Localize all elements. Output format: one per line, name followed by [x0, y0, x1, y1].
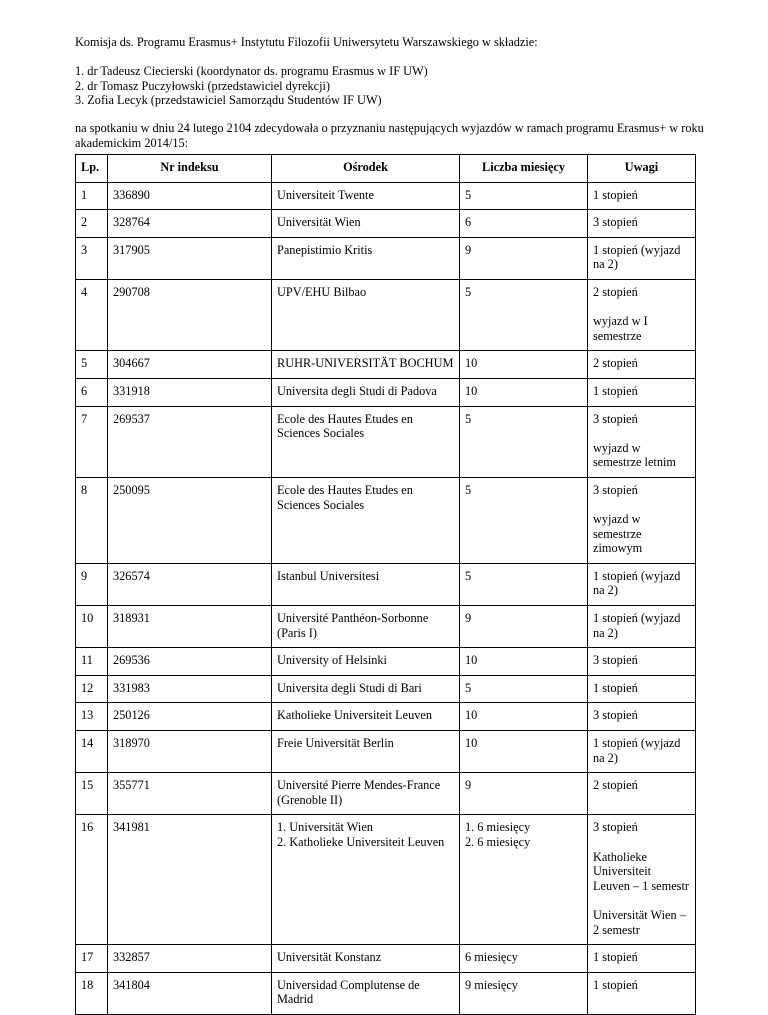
note-text: 1 stopień (wyjazd na 2) — [593, 736, 681, 765]
cell-months: 9 — [460, 606, 588, 648]
member-1: 1. dr Tadeusz Ciecierski (koordynator ds. programu Erasmus w IF UW) — [75, 64, 428, 78]
note-text: Katholieke Universiteit Leuven – 1 semestr — [593, 849, 689, 893]
cell-center-line: 1. Universität Wien — [277, 820, 373, 835]
cell-center: Universität Konstanz — [272, 945, 460, 973]
cell-months: 10 — [460, 648, 588, 676]
note-text: 1 stopień — [593, 680, 638, 695]
cell-lp: 15 — [76, 773, 108, 815]
note-spacer — [593, 426, 690, 441]
cell-notes — [588, 606, 696, 648]
cell-notes — [588, 378, 696, 406]
column-header-notes: Uwagi — [588, 155, 696, 183]
note-text: 1 stopień — [593, 187, 638, 202]
cell-lp: 17 — [76, 945, 108, 973]
cell-index: 331983 — [108, 675, 272, 703]
column-header-index: Nr indeksu — [108, 155, 272, 183]
cell-months: 9 miesięcy — [460, 972, 588, 1014]
table-row — [76, 563, 696, 605]
table-row — [76, 675, 696, 703]
cell-months: 9 — [460, 773, 588, 815]
cell-notes — [588, 972, 696, 1014]
cell-notes — [588, 406, 696, 477]
table-row — [76, 731, 696, 773]
cell-index: 332857 — [108, 945, 272, 973]
meeting-statement: na spotkaniu w dniu 24 lutego 2104 zdecydowała o przyznaniu następujących wyjazdów w ramach programu Erasmus+ w roku akademickim 2014/15: — [75, 121, 704, 150]
cell-months: 5 — [460, 675, 588, 703]
cell-index: 304667 — [108, 351, 272, 379]
cell-months: 10 — [460, 703, 588, 731]
table-row — [76, 210, 696, 238]
column-header-lp: Lp. — [76, 155, 108, 183]
note-text: wyjazd w semestrze letnim — [593, 440, 676, 470]
cell-notes — [588, 703, 696, 731]
cell-months: 6 — [460, 210, 588, 238]
cell-lp: 3 — [76, 237, 108, 279]
note-text: 3 stopień — [593, 708, 638, 723]
table-row — [76, 378, 696, 406]
cell-center — [272, 815, 460, 945]
cell-months: 10 — [460, 731, 588, 773]
cell-months-line: 1. 6 miesięcy — [465, 820, 531, 835]
cell-lp: 5 — [76, 351, 108, 379]
cell-index: 250095 — [108, 477, 272, 563]
cell-index: 318970 — [108, 731, 272, 773]
member-3: 3. Zofia Lecyk (przedstawiciel Samorządu Studentów IF UW) — [75, 93, 382, 108]
cell-index: 250126 — [108, 703, 272, 731]
cell-notes — [588, 731, 696, 773]
cell-lp: 9 — [76, 563, 108, 605]
cell-index: 341981 — [108, 815, 272, 945]
table-row — [76, 972, 696, 1014]
cell-notes — [588, 945, 696, 973]
note-text: 2 stopień — [593, 284, 638, 299]
cell-center: Freie Universität Berlin — [272, 731, 460, 773]
committee-members — [75, 64, 715, 108]
table-row — [76, 477, 696, 563]
cell-notes — [588, 773, 696, 815]
note-text: wyjazd w semestrze zimowym — [593, 512, 643, 556]
cell-lp: 14 — [76, 731, 108, 773]
column-header-months: Liczba miesięcy — [460, 155, 588, 183]
cell-center: Panepistimio Kritis — [272, 237, 460, 279]
note-text: 3 stopień — [593, 411, 638, 426]
member-2: 2. dr Tomasz Puczyłowski (przedstawiciel dyrekcji) — [75, 78, 331, 93]
cell-notes — [588, 237, 696, 279]
cell-center: Université Pierre Mendes-France (Grenoble II) — [272, 773, 460, 815]
cell-notes — [588, 563, 696, 605]
table-row — [76, 182, 696, 210]
note-spacer — [593, 835, 690, 850]
cell-lp: 10 — [76, 606, 108, 648]
table-row — [76, 351, 696, 379]
note-text: Universität Wien – 2 semestr — [593, 907, 686, 937]
cell-index: 341804 — [108, 972, 272, 1014]
cell-lp: 13 — [76, 703, 108, 731]
cell-notes — [588, 675, 696, 703]
cell-lp: 11 — [76, 648, 108, 676]
cell-center: Universita degli Studi di Padova — [272, 378, 460, 406]
cell-center: Universita degli Studi di Bari — [272, 675, 460, 703]
cell-center: UPV/EHU Bilbao — [272, 279, 460, 350]
table-row — [76, 406, 696, 477]
cell-notes — [588, 477, 696, 563]
cell-months: 5 — [460, 406, 588, 477]
table-row — [76, 703, 696, 731]
cell-lp: 4 — [76, 279, 108, 350]
note-spacer — [593, 498, 690, 513]
cell-months — [460, 815, 588, 945]
cell-center: Universidad Complutense de Madrid — [272, 972, 460, 1014]
table-row — [76, 945, 696, 973]
cell-center: Ecole des Hautes Etudes en Sciences Sociales — [272, 477, 460, 563]
note-text: 1 stopień (wyjazd na 2) — [593, 568, 681, 598]
note-text: 3 stopień — [593, 653, 638, 668]
cell-notes — [588, 279, 696, 350]
cell-center: RUHR-UNIVERSITÄT BOCHUM — [272, 351, 460, 379]
table-row — [76, 648, 696, 676]
table-row — [76, 606, 696, 648]
cell-lp: 18 — [76, 972, 108, 1014]
note-spacer — [593, 893, 690, 908]
cell-center-line: 2. Katholieke Universiteit Leuven — [277, 835, 445, 849]
cell-lp: 16 — [76, 815, 108, 945]
cell-months: 6 miesięcy — [460, 945, 588, 973]
cell-lp: 6 — [76, 378, 108, 406]
cell-months: 5 — [460, 563, 588, 605]
cell-lp: 12 — [76, 675, 108, 703]
note-text: 2 stopień — [593, 778, 638, 793]
cell-index: 331918 — [108, 378, 272, 406]
cell-lp: 2 — [76, 210, 108, 238]
cell-index: 318931 — [108, 606, 272, 648]
note-text: wyjazd w I semestrze — [593, 314, 648, 343]
cell-center: Istanbul Universitesi — [272, 563, 460, 605]
allocation-table — [75, 154, 696, 1015]
cell-index: 355771 — [108, 773, 272, 815]
cell-months: 5 — [460, 182, 588, 210]
cell-notes — [588, 210, 696, 238]
cell-months-line: 2. 6 miesięcy — [465, 835, 531, 849]
table-row — [76, 773, 696, 815]
cell-center: Ecole des Hautes Etudes en Sciences Sociales — [272, 406, 460, 477]
cell-lp: 7 — [76, 406, 108, 477]
table-body — [76, 182, 696, 1014]
cell-months: 9 — [460, 237, 588, 279]
cell-months: 10 — [460, 351, 588, 379]
cell-lp: 8 — [76, 477, 108, 563]
table-row — [76, 279, 696, 350]
note-spacer — [593, 300, 690, 315]
cell-index: 290708 — [108, 279, 272, 350]
note-text: 3 stopień — [593, 482, 638, 497]
note-text: 3 stopień — [593, 215, 638, 230]
cell-center: University of Helsinki — [272, 648, 460, 676]
note-text: 2 stopień — [593, 356, 638, 371]
cell-center: Universität Wien — [272, 210, 460, 238]
note-text: 3 stopień — [593, 820, 638, 835]
note-text: 1 stopień (wyjazd na 2) — [593, 611, 681, 640]
table-row — [76, 237, 696, 279]
cell-notes — [588, 648, 696, 676]
cell-index: 326574 — [108, 563, 272, 605]
note-text: 1 stopień — [593, 383, 638, 398]
table-header-row — [76, 155, 696, 183]
cell-months: 10 — [460, 378, 588, 406]
note-text: 1 stopień (wyjazd na 2) — [593, 242, 681, 272]
cell-index: 336890 — [108, 182, 272, 210]
cell-index: 269536 — [108, 648, 272, 676]
cell-center: Katholieke Universiteit Leuven — [272, 703, 460, 731]
cell-center: Universiteit Twente — [272, 182, 460, 210]
cell-months: 5 — [460, 279, 588, 350]
cell-notes — [588, 351, 696, 379]
cell-lp: 1 — [76, 182, 108, 210]
cell-months: 5 — [460, 477, 588, 563]
cell-index: 317905 — [108, 237, 272, 279]
cell-notes — [588, 182, 696, 210]
note-text: 1 stopień — [593, 950, 638, 965]
cell-center: Université Panthéon-Sorbonne (Paris I) — [272, 606, 460, 648]
note-text: 1 stopień — [593, 977, 638, 992]
cell-index: 328764 — [108, 210, 272, 238]
cell-notes — [588, 815, 696, 945]
cell-index: 269537 — [108, 406, 272, 477]
table-row — [76, 815, 696, 945]
column-header-center: Ośrodek — [272, 155, 460, 183]
committee-heading: Komisja ds. Programu Erasmus+ Instytutu Filozofii Uniwersytetu Warszawskiego w składzie: — [75, 35, 538, 49]
